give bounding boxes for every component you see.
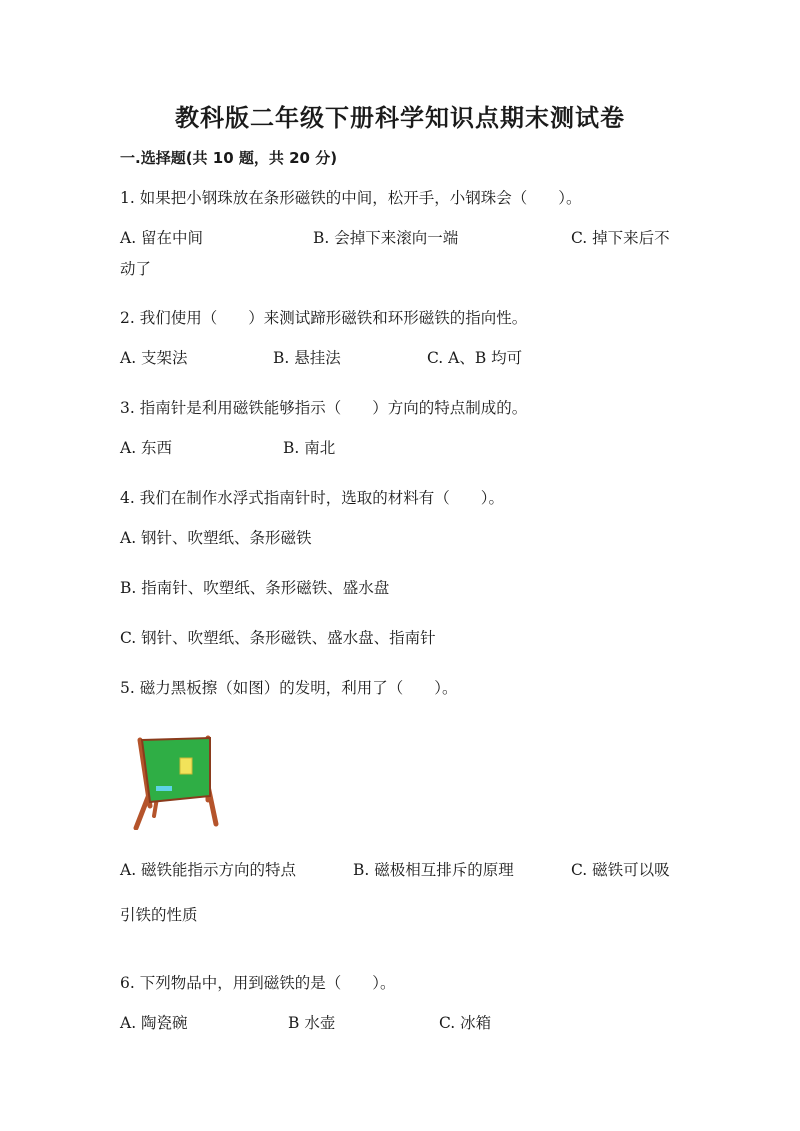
question-4-option-c: C. 钢针、吹塑纸、条形磁铁、盛水盘、指南针	[120, 629, 436, 647]
question-2-option-c: C. A、B 均可	[427, 349, 523, 367]
question-1-option-c: C. 掉下来后不	[571, 229, 670, 247]
magnetic-blackboard-eraser-image	[128, 734, 224, 830]
section-heading: 一.选择题(共 10 题，共 20 分)	[120, 149, 338, 167]
question-6-option-b: B 水壶	[288, 1014, 336, 1032]
question-4-option-a: A. 钢针、吹塑纸、条形磁铁	[120, 529, 312, 547]
question-5-option-c-wrap: 引铁的性质	[120, 906, 198, 924]
question-2-option-a: A. 支架法	[120, 349, 188, 367]
question-1-option-c-wrap: 动了	[120, 260, 152, 278]
question-1-option-a: A. 留在中间	[120, 229, 204, 247]
question-5-option-c: C. 磁铁可以吸	[571, 861, 670, 879]
question-5-stem: 5. 磁力黑板擦（如图）的发明，利用了（ ）。	[120, 679, 458, 697]
question-2-stem: 2. 我们使用（ ）来测试蹄形磁铁和环形磁铁的指向性。	[120, 309, 528, 327]
question-2-option-b: B. 悬挂法	[273, 349, 341, 367]
question-3-option-b: B. 南北	[283, 439, 336, 457]
easel-board-icon	[128, 734, 224, 830]
question-3-option-a: A. 东西	[120, 439, 173, 457]
question-6-option-a: A. 陶瓷碗	[120, 1014, 188, 1032]
question-4-stem: 4. 我们在制作水浮式指南针时，选取的材料有（ ）。	[120, 489, 504, 507]
question-1-option-b: B. 会掉下来滚向一端	[313, 229, 459, 247]
page-title: 教科版二年级下册科学知识点期末测试卷	[175, 104, 625, 132]
question-5-option-b: B. 磁极相互排斥的原理	[353, 861, 514, 879]
question-5-option-a: A. 磁铁能指示方向的特点	[120, 861, 297, 879]
question-1-stem: 1. 如果把小钢珠放在条形磁铁的中间，松开手，小钢珠会（ ）。	[120, 189, 582, 207]
question-3-stem: 3. 指南针是利用磁铁能够指示（ ）方向的特点制成的。	[120, 399, 528, 417]
question-4-option-b: B. 指南针、吹塑纸、条形磁铁、盛水盘	[120, 579, 390, 597]
question-6-option-c: C. 冰箱	[439, 1014, 492, 1032]
question-6-stem: 6. 下列物品中，用到磁铁的是（ ）。	[120, 974, 396, 992]
